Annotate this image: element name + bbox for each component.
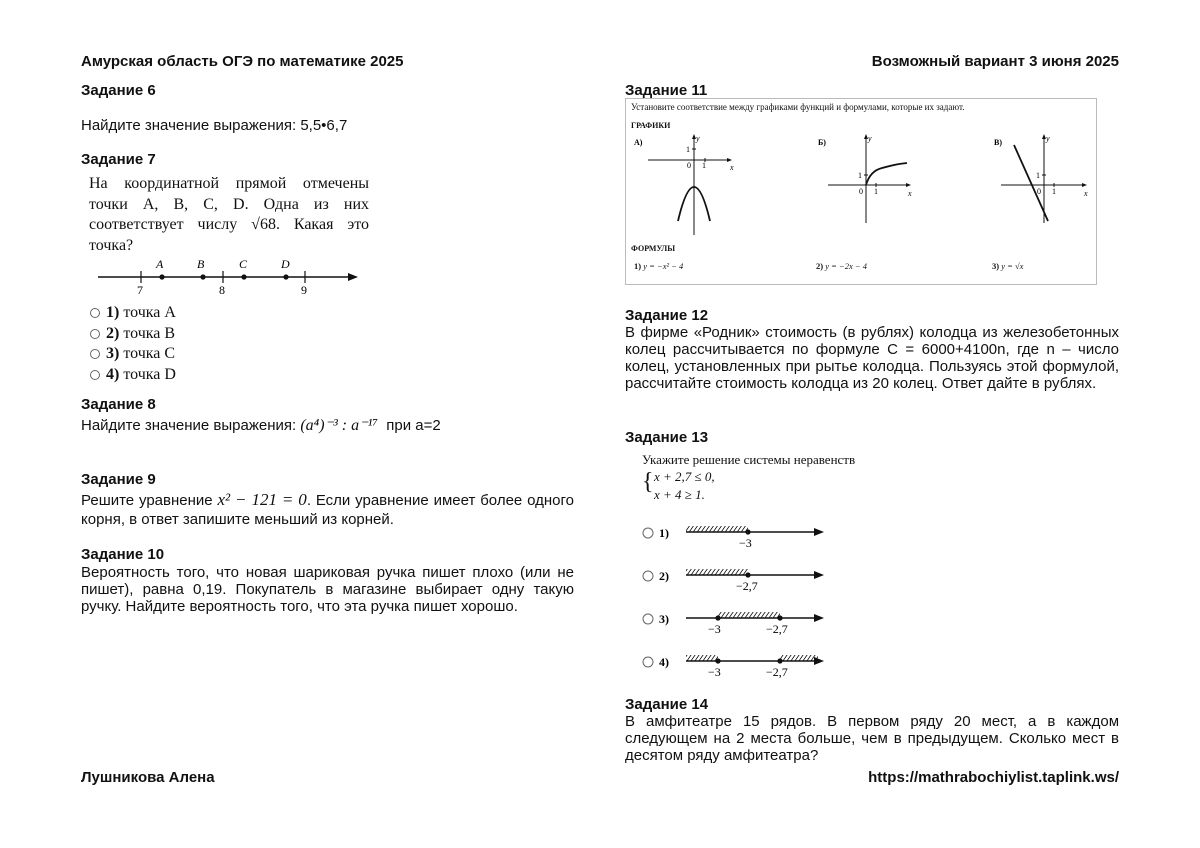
task11-graphs: [626, 129, 1096, 239]
task13-options: [638, 518, 838, 688]
tick-8-label: 8: [219, 283, 225, 297]
formula-expression: y = −2x − 4: [825, 261, 867, 271]
task8-title: Задание 8: [81, 396, 156, 413]
point-d-label: D: [281, 257, 290, 271]
formula-expression: y = √x: [1001, 261, 1024, 271]
task12-title: Задание 12: [625, 307, 709, 324]
task7-title: Задание 7: [81, 151, 156, 168]
task13-title: Задание 13: [625, 429, 709, 446]
graph-a-one-x: 1: [702, 161, 706, 170]
task13-instruction: Укажите решение системы неравенств: [642, 452, 856, 467]
radio-icon[interactable]: [90, 308, 100, 318]
option-2-label-a: −2,7: [736, 579, 758, 593]
task6-title: Задание 6: [81, 82, 156, 99]
graph-b-y-label: y: [868, 134, 872, 143]
formula-expression: y = −x² − 4: [643, 261, 684, 271]
graph-b-label: Б): [818, 138, 826, 147]
task11-formula-2: [816, 261, 867, 271]
task9-title: Задание 9: [81, 471, 156, 488]
option-4-label-b: −2,7: [766, 665, 788, 679]
option-1-label-a: −3: [739, 536, 752, 550]
task11-formulas-label: ФОРМУЛЫ: [631, 244, 676, 253]
task13-option-1[interactable]: [643, 526, 824, 550]
formula-number: 2): [816, 261, 824, 271]
option-number: 4): [106, 365, 120, 383]
graph-c-one-x: 1: [1052, 187, 1056, 196]
graph-a-one-y: 1: [686, 145, 690, 154]
radio-icon[interactable]: [643, 657, 653, 667]
task11-formula-3: [992, 261, 1023, 271]
graph-a-label: А): [634, 138, 643, 147]
task11-title: Задание 11: [625, 82, 708, 99]
task11-instruction: Установите соответствие между графиками функций и формулами, которые их задают.: [631, 102, 965, 112]
graph-c-x-label: x: [1084, 189, 1088, 198]
task13-option-3[interactable]: [643, 612, 824, 636]
task7-number-line: [88, 252, 368, 298]
task10-title: Задание 10: [81, 546, 165, 563]
task7-option-1[interactable]: [90, 303, 176, 324]
task11-figure: [625, 98, 1097, 285]
option-label: точка A: [123, 304, 176, 322]
task7-options: [90, 303, 176, 385]
graph-b-one-y: 1: [858, 171, 862, 180]
point-b-label: B: [197, 257, 205, 271]
task8-condition: при a=2: [386, 417, 441, 434]
option-label: точка B: [123, 324, 176, 342]
option-number: 1): [106, 304, 120, 322]
system-brace: {: [642, 469, 654, 495]
point-a-label: A: [156, 257, 164, 271]
task6-text: Найдите значение выражения: 5,5•6,7: [81, 117, 348, 134]
graph-c-one-y: 1: [1036, 171, 1040, 180]
task8-body: [81, 417, 441, 434]
option-number: 1): [659, 526, 669, 540]
option-label: точка C: [123, 345, 176, 363]
task13-option-4[interactable]: [643, 655, 824, 679]
radio-icon[interactable]: [643, 614, 653, 624]
graph-c-label: В): [994, 138, 1002, 147]
radio-icon[interactable]: [90, 329, 100, 339]
header-right: Возможный вариант 3 июня 2025: [871, 53, 1119, 70]
graph-a-y-label: y: [696, 134, 700, 143]
graph-b-one-x: 1: [874, 187, 878, 196]
task14-title: Задание 14: [625, 696, 709, 713]
header-left: Амурская область ОГЭ по математике 2025: [81, 53, 404, 70]
task11-formula-1: [634, 261, 683, 271]
graph-c-zero: 0: [1037, 187, 1041, 196]
task12-text: В фирме «Родник» стоимость (в рублях) колодца из железобетонных колец рассчитывается по формуле C = 6000+4100n, где n – число колец, установленных при рытье колодца. Пользуясь этой формулой, рассчитайте стоимость колодца из 20 колец. Ответ дайте в рублях.: [625, 324, 1119, 392]
task9-equation: x² − 121 = 0: [217, 490, 307, 509]
radio-icon[interactable]: [643, 571, 653, 581]
graph-c-y-label: y: [1046, 134, 1050, 143]
option-number: 3): [106, 345, 120, 363]
task14-text: В амфитеатре 15 рядов. В первом ряду 20 мест, а в каждом следующем на 2 места больше, чем в предыдущем. Сколько мест в десятом ряду амфитеатра?: [625, 713, 1119, 764]
task7-option-4[interactable]: [90, 365, 176, 386]
footer-author: Лушникова Алена: [81, 769, 215, 786]
option-number: 4): [659, 655, 669, 669]
radio-icon[interactable]: [90, 370, 100, 380]
formula-number: 1): [634, 261, 642, 271]
task9-text-after: . Если уравнение имеет более одного корня, в ответ запишите меньший из корней.: [81, 492, 574, 528]
point-c-label: C: [239, 257, 248, 271]
option-3-label-a: −3: [708, 622, 721, 636]
task8-text: Найдите значение выражения:: [81, 417, 297, 434]
task9-text-before: Решите уравнение: [81, 492, 213, 509]
option-number: 2): [106, 324, 120, 342]
task7-option-3[interactable]: [90, 344, 176, 365]
task10-text: Вероятность того, что новая шариковая ручка пишет плохо (или не пишет), равна 0,19. Покупатель в магазине выбирает одну такую ручку. Найдите вероятность того, что эта ручка пишет хорошо.: [81, 564, 574, 615]
graph-a-x-label: x: [730, 163, 734, 172]
option-4-label-a: −3: [708, 665, 721, 679]
task7-option-2[interactable]: [90, 324, 176, 345]
option-3-label-b: −2,7: [766, 622, 788, 636]
footer-link[interactable]: https://mathrabochiylist.taplink.ws/: [868, 769, 1119, 786]
graph-a-zero: 0: [687, 161, 691, 170]
option-number: 2): [659, 569, 669, 583]
task13-ineq-1: x + 2,7 ≤ 0,: [654, 469, 715, 484]
graph-b-zero: 0: [859, 187, 863, 196]
option-label: точка D: [123, 365, 176, 383]
task13-option-2[interactable]: [643, 569, 824, 593]
radio-icon[interactable]: [643, 528, 653, 538]
task9-body: [81, 490, 574, 529]
task13-ineq-2: x + 4 ≥ 1.: [654, 487, 705, 502]
tick-9-label: 9: [301, 283, 307, 297]
radio-icon[interactable]: [90, 349, 100, 359]
tick-7-label: 7: [137, 283, 143, 297]
option-number: 3): [659, 612, 669, 626]
task8-expression: (a⁴)⁻³ : a⁻¹⁷: [300, 417, 378, 434]
formula-number: 3): [992, 261, 1000, 271]
task11-graphs-label: ГРАФИКИ: [631, 121, 671, 130]
task7-text: На координатной прямой отмечены точки A, B, C, D. Одна из них соответствует числу √68. Какая это точка?: [89, 175, 369, 254]
graph-b-x-label: x: [908, 189, 912, 198]
